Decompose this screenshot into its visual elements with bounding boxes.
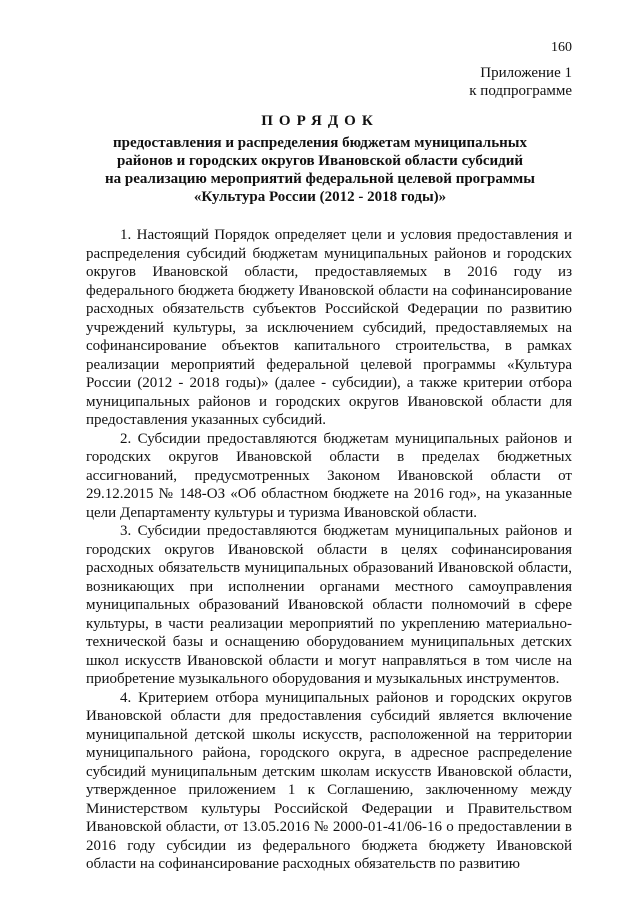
appendix-note (469, 64, 572, 100)
document-title (70, 112, 570, 206)
appendix-line-2: к подпрограмме (469, 83, 572, 99)
title-line-2: районов и городских округов Ивановской области субсидий (116, 153, 524, 169)
title-line-4: «Культура России (2012 - 2018 годы)» (193, 189, 447, 205)
paragraph-1: 1. Настоящий Порядок определяет цели и условия предоставления и распределения субсидий бюджетам муниципальных районов и городских округов Ивановской области, предоставляемых в 2016 году из федерального бюджета бюджету Ивановской области на софинансирование расходных обязательств субъектов Российской Федерации по развитию учреждений культуры, за исключением субсидий, предоставляемых на софинансирование объектов капитального строительства, в рамках реализации мероприятий федеральной целевой программы «Культура России (2012 - 2018 годы)» (далее - субсидии), а также критерии отбора муниципальных районов и городских округов Ивановской области для предоставления указанных субсидий. (86, 227, 572, 428)
appendix-line-1: Приложение 1 (480, 65, 572, 81)
page-number: 160 (551, 40, 572, 55)
title-heading: ПОРЯДОК (261, 113, 379, 129)
paragraph-3: 3. Субсидии предоставляются бюджетам муниципальных районов и городских округов Ивановской области в целях софинансирования расходных обязательств муниципальных образований Ивановской области, возникающих при исполнении органами местного самоуправления муниципальных образований Ивановской области полномочий в сфере культуры, в части реализации мероприятий по укреплению материально-технической базы и оснащению оборудованием муниципальных детских школ искусств Ивановской области и могут направляться в том числе на приобретение музыкального оборудования и музыкальных инструментов. (86, 523, 572, 687)
paragraph-4: 4. Критерием отбора муниципальных районов и городских округов Ивановской области для предоставления субсидий является включение муниципальной детской школы искусств, расположенной на территории муниципального района, городского округа, в адресное распределение субсидий муниципальным детским школам искусств Ивановской области, утвержденное приложением 1 к Соглашению, заключенному между Министерством культуры Российской Федерации и Правительством Ивановской области, от 13.05.2016 № 2000-01-41/06-16 о предоставлении в 2016 году субсидии из федерального бюджета бюджету Ивановской области на софинансирование расходных обязательств по развитию (86, 689, 572, 872)
paragraph-2: 2. Субсидии предоставляются бюджетам муниципальных районов и городских округов Ивановской области в пределах бюджетных ассигнований, предусмотренных Законом Ивановской области от 29.12.2015 № 148-ОЗ «Об областном бюджете на 2016 год», на указанные цели Департаменту культуры и туризма Ивановской области. (86, 430, 572, 521)
document-body (86, 226, 572, 874)
title-line-1: предоставления и распределения бюджетам муниципальных (113, 135, 527, 151)
title-line-3: на реализацию мероприятий федеральной целевой программы (105, 171, 535, 187)
